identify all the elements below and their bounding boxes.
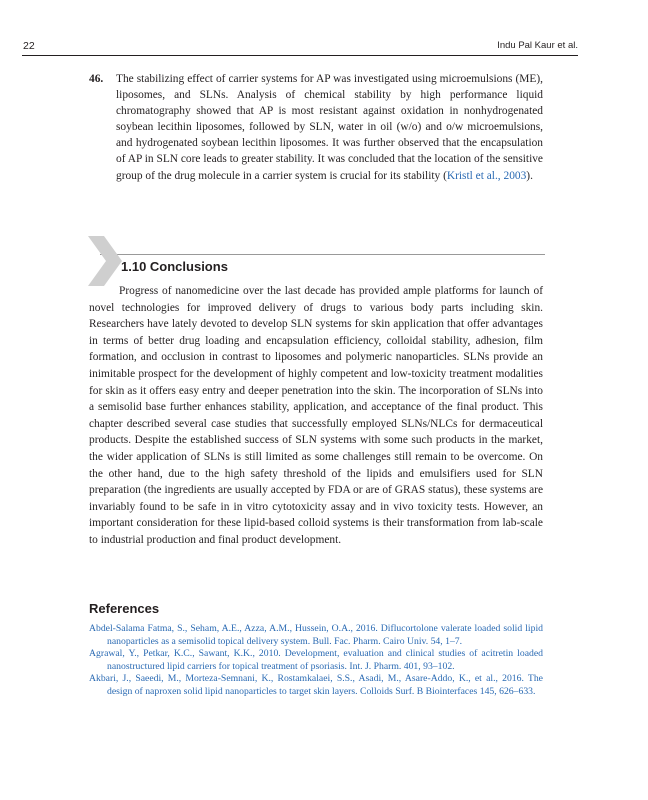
list-item-end: ). [526, 169, 533, 182]
reference-item[interactable]: Agrawal, Y., Petkar, K.C., Sawant, K.K., 2010. Development, evaluation and clinical studies of acitretin loaded nanostructured lipid carriers for topical treatment of psoriasis. Int. J. Pharm. 401, 93–102. [89, 648, 543, 672]
list-item-number: 46. [89, 73, 104, 85]
chevron-right-icon [88, 236, 122, 286]
list-item-body: The stabilizing effect of carrier systems for AP was investigated using microemulsions (ME), liposomes, and SLNs. Analysis of chemical stability by high performance liquid chromatography showed that AP is most resistant against oxidation in nonhydrogenated soybean lecithin liposomes, followed by SLN, water in oil (w/o) and o/w microemulsions, and hydrogenated soybean lecithin liposomes. It was further observed that the encapsulation of AP in SLN core leads to greater stability. It was concluded that the location of the sensitive group of the drug molecule in a carrier system is crucial for its stability ( [116, 73, 543, 182]
running-head: Indu Pal Kaur et al. [497, 40, 578, 51]
reference-list [89, 623, 543, 698]
references-heading: References [89, 601, 160, 616]
citation-link[interactable]: Kristl et al., 2003 [446, 169, 527, 182]
page-number: 22 [23, 40, 35, 52]
section-heading: 1.10 Conclusions [121, 259, 228, 274]
section-rule [100, 254, 545, 255]
header-rule [22, 55, 578, 56]
reference-item[interactable]: Abdel-Salama Fatma, S., Seham, A.E., Azza, A.M., Hussein, O.A., 2016. Diflucortolone valerate loaded solid lipid nanoparticles as a semisolid topical delivery system. Bull. Fac. Pharm. Cairo Univ. 54, 1–7. [89, 623, 543, 647]
conclusions-paragraph: Progress of nanomedicine over the last decade has provided ample platforms for launch of novel technologies for improved delivery of drugs to various body parts including skin. Researchers have lately devoted to develop SLN systems for skin application that offer advantages in terms of better drug loading and encapsulation efficiency, colloidal stability, adhesion, film formation, and occlusion in contrast to liposomes and polymeric nanoparticles. SLNs provide an inimitable prospect for the development of highly competent and low-toxicity treatment modalities for skin as it offers easy entry and deeper penetration into the skin. The incorporation of SLNs into a semisolid base further enhances stability, application, and acceptance of the final product. This chapter described several case studies that successfully employed SLNs/NLCs for dermaceutical products. Despite the established success of SLN systems with some such products in the market, the wider application of SLNs is still limited as some challenges still remain to be overcome. On the other hand, due to the high safety threshold of the lipids and emulsifiers used for SLN preparation (the ingredients are usually accepted by FDA or are of GRAS status), these systems are invariably found to be safe in in vitro cytotoxicity assay and in vivo toxicity tests. However, an important consideration for these lipid-based colloid systems is their transformation from lab-scale to industrial production and final product development. [89, 285, 543, 546]
list-item-text [116, 71, 543, 184]
list-item [89, 71, 543, 184]
reference-item[interactable]: Akbari, J., Saeedi, M., Morteza-Semnani, K., Rostamkalaei, S.S., Asadi, M., Asare-Addo, K., et al., 2016. The design of naproxen solid lipid nanoparticles to target skin layers. Colloids Surf. B Biointerfaces 145, 626–633. [89, 673, 543, 697]
